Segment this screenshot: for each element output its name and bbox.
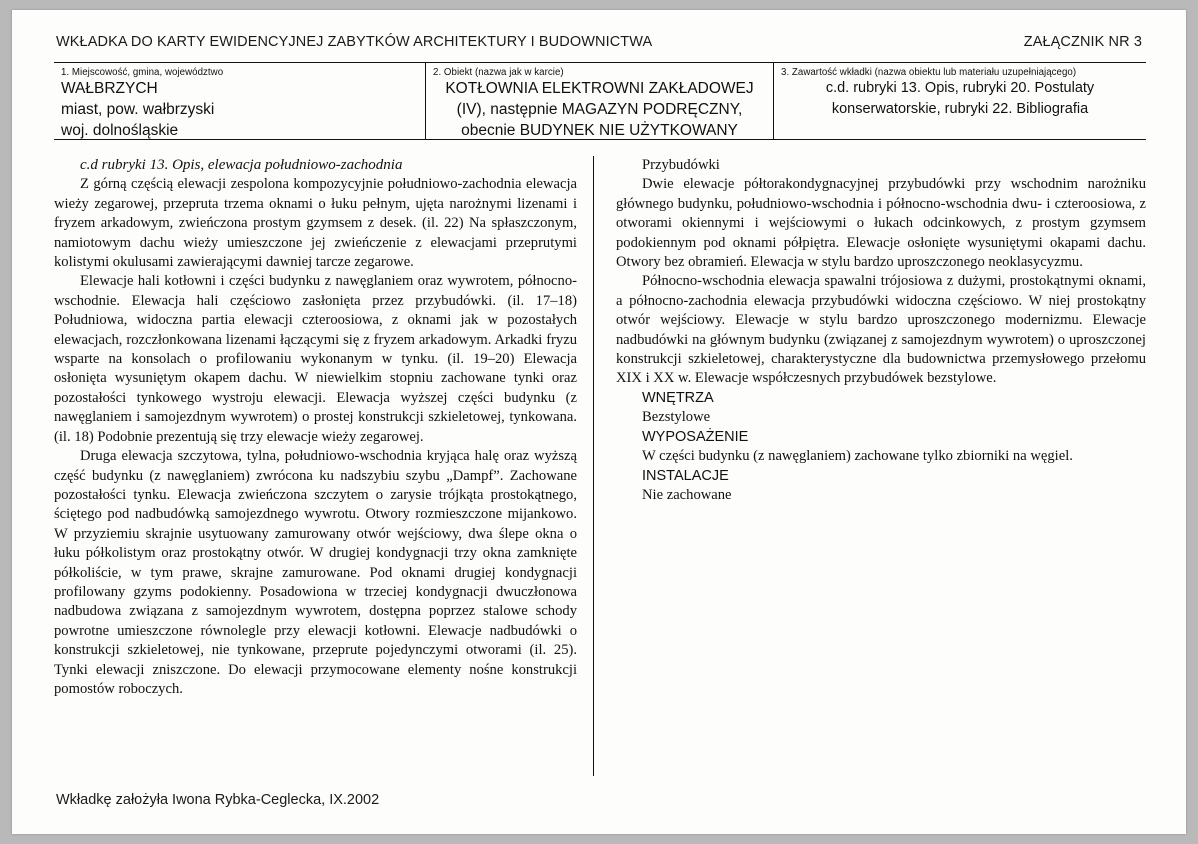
info-box-contents-line-1: c.d. rubryki 13. Opis, rubryki 20. Postulaty <box>825 80 1095 96</box>
info-box-object-line-2: (IV), następnie MAGAZYN PODRĘCZNY, <box>456 101 743 118</box>
section-wyposazenie-title: WYPOSAŻENIE <box>642 428 749 445</box>
right-paragraph-2: Północno-wschodnia elewacja spawalni trójosiowa z dużymi, prostokątnymi oknami, a północno-zachodnia elewacja przybudówki widoczna częściowo. W niej prostokątny otwór wejściowy. Elewacje w stylu bardzo uproszczonego modernizmu. Elewacje nadbudówki na głównym budynku (związanej z samojezdnym wywrotem) o uproszczonej konstrukcji szkieletowej, charakterystyczne dla budownictwa przemysłowego przełomu XIX i XX w. Elewacje współczesnych przybudówek bezstylowe. <box>616 273 1146 387</box>
page-header <box>54 32 1146 62</box>
body-columns <box>54 156 1146 776</box>
section-instalacje-title: INSTALACJE <box>642 467 729 484</box>
section-wyposazenie-body: W części budynku (z nawęglaniem) zachowane tylko zbiorniki na węgiel. <box>642 448 1073 465</box>
left-paragraph-1: Z górną częścią elewacji zespolona kompozycyjnie południowo-zachodnia elewacja wieży zegarowej, przepruta trzema oknami o łuku pełnym, ujęta narożnymi lizenami i fryzem arkadowym, zwieńczona prostym gzymsem z desek. (il. 22) Na spłaszczonym, namiotowym dachu wieży umieszczone jej zwieńczenie z elewacjami przeprutymi kolistymi okulusami zawierającymi dawniej tarcze zegarowe. <box>54 176 577 271</box>
info-boxes-row <box>54 62 1146 140</box>
right-column <box>594 156 1146 776</box>
left-paragraph-2: Elewacje hali kotłowni i części budynku z nawęglaniem oraz wywrotem, północno-wschodnie. Elewacja hali częściowo zasłonięta przez przybudówki. (il. 17–18) Południowa, widoczna partia elewacji czteroosiowa, z oknami jak w pozostałych elewacjach, rozczłonkowana lizenami łączącymi się z fryzem arkadowym. Arkadki fryzu wsparte na konsolach o profilowaniu wykonanym w tynku. (il. 19–20) Elewacja osłonięta wysuniętym okapem dachu. W niewielkim stopniu zachowane tynki oraz pozostałości tynkowego wystroju elewacji. Elewacja wyższej części budynku (z nawęglaniem i samojezdnym wywrotem) o prostej konstrukcji szkieletowej, tynkowana. (il. 18) Podobnie prezentują się trzy elewacje wieży zegarowej. <box>54 273 577 445</box>
info-box-contents-caption: 3. Zawartość wkładki (nazwa obiektu lub materiału uzupełniającego) <box>781 67 1077 78</box>
section-wnetrza <box>616 389 1146 428</box>
right-paragraph-1: Dwie elewacje półtorakondygnacyjnej przybudówki przy wschodnim narożniku głównego budynku, południowo-wschodnia i północno-wschodnia dwu- i czteroosiowa, z otworami okiennymi i wejściowymi o łukach odcinkowych, z prostym gzymsem podokiennym pod oknami półpiętra. Elewacje osłonięte wysuniętymi okapami dachu. Otwory bez obramień. Elewacja w stylu bardzo uproszczonego neoklasycyzmu. <box>616 176 1146 271</box>
left-column <box>54 156 594 776</box>
info-box-location-line-2: miast, pow. wałbrzyski <box>61 101 215 118</box>
info-box-object-caption: 2. Obiekt (nazwa jak w karcie) <box>433 67 564 78</box>
section-instalacje-body: Nie zachowane <box>642 486 732 503</box>
info-box-location-line-3: woj. dolnośląskie <box>61 122 179 139</box>
page-content <box>54 32 1146 812</box>
info-box-object-line-1: KOTŁOWNIA ELEKTROWNI ZAKŁADOWEJ <box>445 80 754 97</box>
page-footer: Wkładkę założyła Iwona Rybka-Ceglecka, IX.2002 <box>56 792 380 808</box>
section-wnetrza-title: WNĘTRZA <box>642 389 714 406</box>
section-wnetrza-body: Bezstylowe <box>642 409 711 426</box>
info-box-object <box>426 63 774 139</box>
section-wyposazenie <box>616 428 1146 467</box>
info-box-contents-line-2: konserwatorskie, rubryki 22. Bibliografia <box>831 100 1089 117</box>
info-box-location-caption: 1. Miejscowość, gmina, województwo <box>61 67 224 78</box>
info-box-contents <box>774 63 1146 139</box>
right-column-heading: Przybudówki <box>642 157 720 173</box>
info-box-location-line-1: WAŁBRZYCH <box>61 80 158 97</box>
section-instalacje <box>616 467 1146 506</box>
info-box-object-line-3: obecnie BUDYNEK NIE UŻYTKOWANY <box>461 122 738 139</box>
left-column-heading: c.d rubryki 13. Opis, elewacja południowo-zachodnia <box>80 157 403 173</box>
document-page <box>12 10 1186 834</box>
info-box-location <box>54 63 426 139</box>
header-right-title: ZAŁĄCZNIK NR 3 <box>1023 34 1142 50</box>
header-left-title: WKŁADKA DO KARTY EWIDENCYJNEJ ZABYTKÓW ARCHITEKTURY I BUDOWNICTWA <box>56 34 653 50</box>
left-paragraph-3: Druga elewacja szczytowa, tylna, południowo-wschodnia kryjąca halę oraz wyższą część budynku (z nawęglaniem) zwrócona ku nadszybiu szybu „Dampf”. Zachowane pozostałości tynku. Elewacja zwieńczona szczytem o zarysie trójkąta prostokątnego, ściętego pod nadbudówką samojezdnego wywrotu. Otwory rozmieszczone mijankowo. W przyziemiu skrajnie usytuowany zamurowany otwór wejściowy, dwa ślepe okna o łuku półkolistym oraz prostokątny otwór. W drugiej kondygnacji trzy okna zamknięte półkoliście, w tym prawe, skrajne zamurowane. Pod oknami drugiej kondygnacji profilowany gzyms podokienny. Posadowiona w trzeciej kondygnacji dwuczłonowa nadbudowa związana z samojezdnym wywrotem, dostępna poprzez stalowe schody powrotne umieszczone równolegle przy elewacji kotłowni. Elewacje nadbudówki o konstrukcji szkieletowej, nie tynkowane, przeprute pojedynczymi otworami (il. 25). Tynki elewacji zniszczone. Do elewacji przymocowane elementy nośne konstrukcji pomostów roboczych. <box>54 448 577 697</box>
